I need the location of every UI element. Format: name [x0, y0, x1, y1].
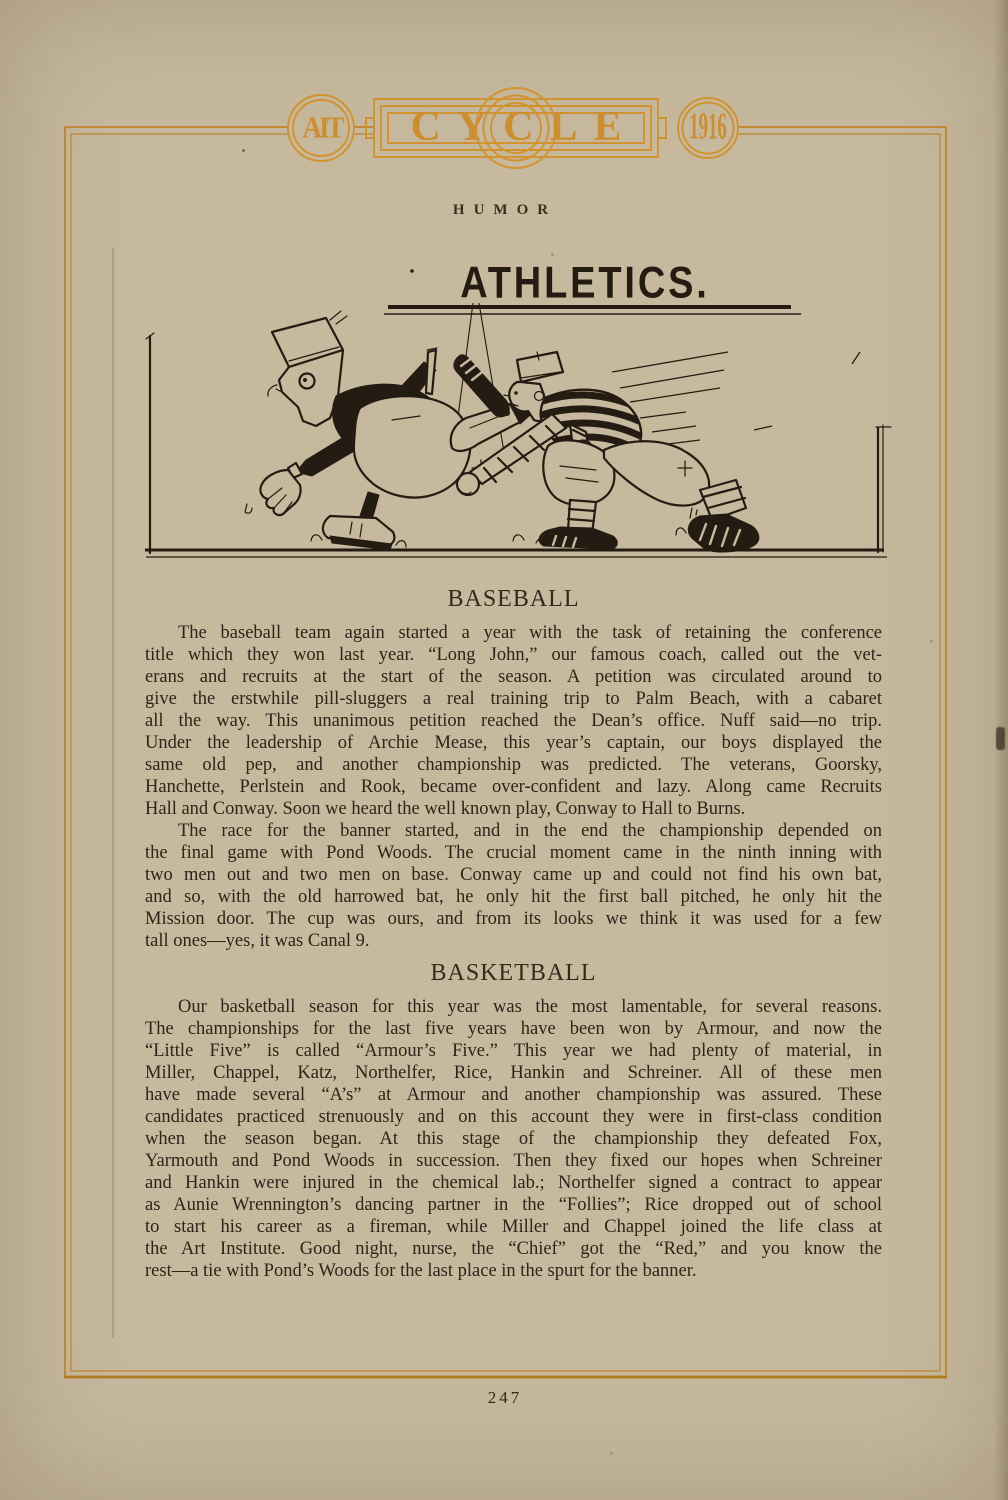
text-line: as Aunie Wrennington’s dancing partner in the “Follies”; Rice dropped out of school [145, 1195, 882, 1215]
text-line: and Hankin were injured in the chemical lab.; Northelfer signed a contract to appear [145, 1173, 882, 1193]
text-line: title which they won last year. “Long John,” our famous coach, called out the vet- [145, 645, 882, 665]
page-number: 247 [487, 1388, 523, 1407]
text-line: “Little Five” is called “Armour’s Five.” This year we had plenty of material, in [145, 1041, 882, 1061]
text-line: candidates practiced strenuously and on this account they were in first-class condition [145, 1107, 882, 1127]
text-line: have made several “A’s” at Armour and another championship was assured. These [145, 1085, 882, 1105]
text-line: Hanchette, Perlstein and Rook, became over-confident and lazy. Along came Recruits [145, 777, 882, 797]
text-line: to start his career as a fireman, while Miller and Chappel joined the life class at [145, 1217, 882, 1237]
scan-edge-shadow [994, 0, 1008, 1500]
text-line: Yarmouth and Pond Woods in succession. Then they fixed our hopes when Schreiner [145, 1151, 882, 1171]
baseball-paragraph-1 [145, 622, 882, 820]
paper-speck [551, 253, 554, 256]
cartoon-baseball-scene [145, 303, 891, 557]
text-line: when the season began. At this stage of the championship they defeated Fox, [145, 1129, 882, 1149]
text-line: Our basketball season for this year was the most lamentable, for several reasons. [178, 997, 882, 1017]
banner-monogram: AIT [302, 109, 342, 145]
text-line: the final game with Pond Woods. The crucial moment came in the ninth inning with [145, 843, 882, 863]
text-line: erans and recruits at the start of the season. A petition was circulated around to [145, 667, 882, 687]
text-line: two men out and two men on base. Conway came up and could not find his own bat, [145, 865, 882, 885]
paper-speck [930, 640, 933, 643]
text-line: The baseball team again started a year with the task of retaining the conference [178, 623, 882, 643]
paper-speck [242, 149, 245, 152]
text-line: and so, with the old harrowed bat, he only hit the first ball pitched, he only hit the [145, 887, 882, 907]
text-line: Hall and Conway. Soon we heard the well known play, Conway to Hall to Burns. [145, 799, 746, 819]
motion-lines [612, 352, 860, 444]
section-header: HUMOR [452, 202, 558, 218]
basketball-paragraph [145, 996, 882, 1282]
page-title: ATHLETICS. [460, 258, 710, 308]
text-line: The race for the banner started, and in the end the championship depended on [178, 821, 882, 841]
text-line: The championships for the last five years have been won by Armour, and now the [145, 1019, 882, 1039]
baseball-paragraph-2 [145, 820, 882, 952]
text-line: Under the leadership of Archie Mease, this year’s captain, our boys displayed the [145, 733, 882, 753]
left-player [245, 311, 536, 550]
text-line: all the way. This unanimous petition reached the Dean’s office. Nuff said—no trip. [145, 711, 882, 731]
paper-speck [610, 1452, 613, 1455]
text-line: the Art Institute. Good night, nurse, the “Chief” got the “Red,” and you know the [145, 1239, 882, 1259]
right-player [456, 352, 759, 552]
paper-fold-line [112, 248, 114, 1338]
text-line: same old pep, and another championship was predicted. The veterans, Goorsky, [145, 755, 882, 775]
text-line: give the erstwhile pill-sluggers a real training trip to Palm Beach, with a cabaret [145, 689, 882, 709]
banner-title: CYCLE [410, 104, 638, 150]
text-line: Mission door. The cup was ours, and from its looks we think it was used for a few [145, 909, 882, 929]
banner-year: 1916 [689, 105, 727, 148]
text-line: rest—a tie with Pond’s Woods for the last place in the spurt for the banner. [145, 1261, 697, 1281]
text-line: tall ones—yes, it was Canal 9. [145, 931, 370, 951]
text-line: Miller, Chappel, Katz, Northelfer, Rice, Hankin and Schreiner. All of these men [145, 1063, 882, 1083]
scan-edge-mark [996, 727, 1005, 750]
heading-baseball: BASEBALL [447, 586, 580, 612]
heading-basketball: BASKETBALL [430, 960, 597, 986]
